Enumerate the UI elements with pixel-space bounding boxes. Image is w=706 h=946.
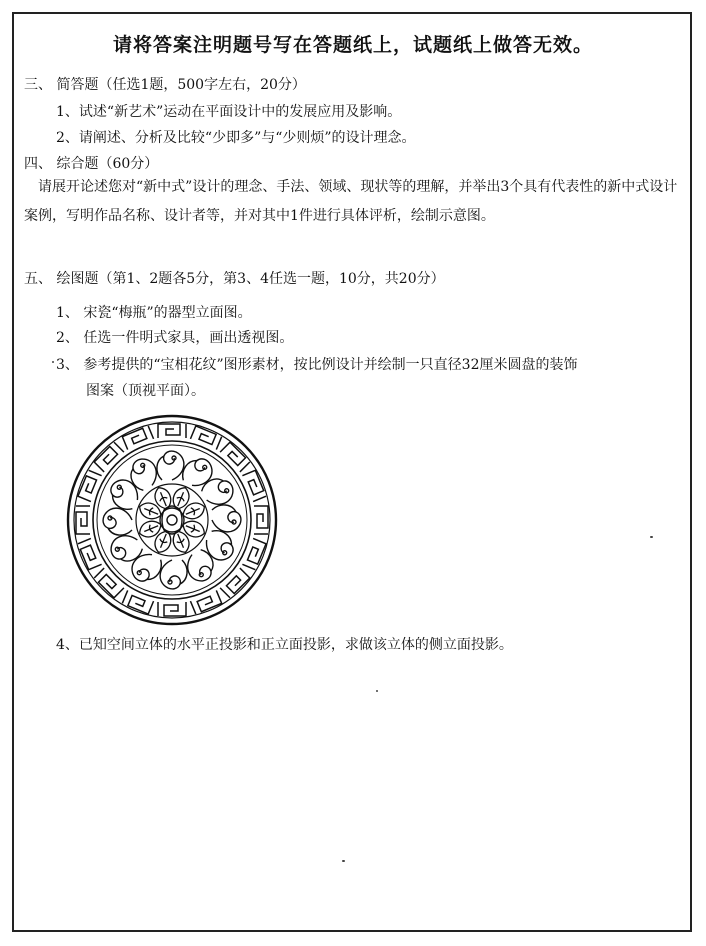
section-5-question-4: 4、已知空间立体的水平正投影和正立面投影，求做该立体的侧立面投影。 xyxy=(56,637,513,653)
section-5-heading: 五、 绘图题（第1、2题各5分，第3、4任选一题，10分，共20分） xyxy=(24,271,445,287)
section-3-question-2: 2、请阐述、分析及比较“少即多”与“少则烦”的设计理念。 xyxy=(56,130,416,146)
scan-speck xyxy=(52,361,54,363)
section-5-question-3-continued: 图案（顶视平面）。 xyxy=(86,383,205,399)
scan-speck xyxy=(342,860,345,862)
baoxiang-medallion-svg xyxy=(64,412,280,628)
scan-speck xyxy=(650,536,653,538)
section-4-heading: 四、 综合题（60分） xyxy=(24,156,159,172)
section-3-heading: 三、 简答题（任选1题，500字左右，20分） xyxy=(24,77,306,93)
scan-speck xyxy=(376,690,378,692)
baoxiang-medallion-figure xyxy=(64,412,280,632)
section-4-body: 请展开论述您对“新中式”设计的理念、手法、领域、现状等的理解，并举出3个具有代表性的新中式设计案例，写明作品名称、设计者等，并对其中1件进行具体评析，绘制示意图。 xyxy=(24,179,678,224)
exam-notice: 请将答案注明题号写在答题纸上，试题纸上做答无效。 xyxy=(112,34,593,56)
section-5-question-3: 3、 参考提供的“宝相花纹”图形素材，按比例设计并绘制一只直径32厘米圆盘的装饰 xyxy=(56,357,578,373)
section-5-question-1: 1、 宋瓷“梅瓶”的器型立面图。 xyxy=(56,305,252,321)
section-5-question-2: 2、 任选一件明式家具，画出透视图。 xyxy=(56,330,294,346)
section-3-question-1: 1、试述“新艺术”运动在平面设计中的发展应用及影响。 xyxy=(56,104,402,120)
